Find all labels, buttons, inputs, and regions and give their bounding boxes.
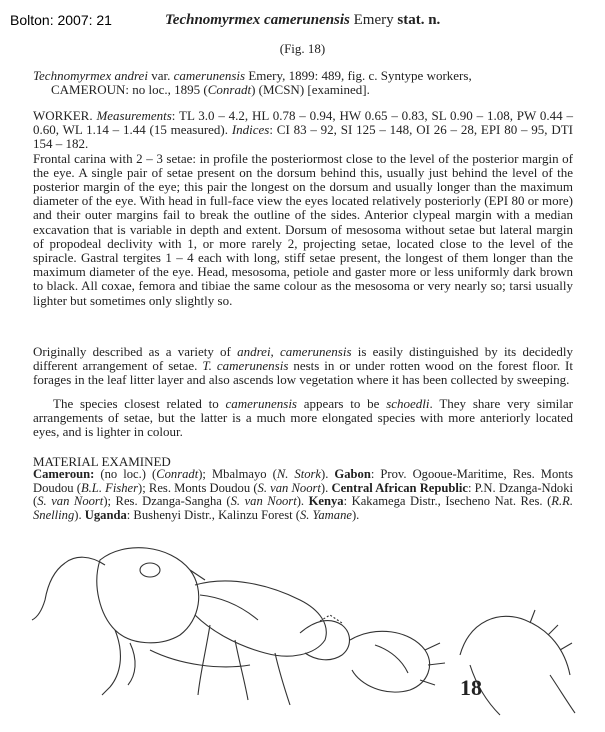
- variety-name: camerunensis: [173, 68, 246, 83]
- measurements-label: Measurements: [96, 108, 172, 123]
- authority: Emery: [353, 12, 394, 28]
- indices-text: : CI 83 – 92, SI 125 – 148, OI 26 – 28, EPI 80 – 95, DTI 154 – 182.: [33, 122, 573, 152]
- material-heading: MATERIAL EXAMINED: [33, 454, 171, 469]
- ant-leg: [198, 625, 210, 695]
- species-name: camerunensis: [264, 12, 350, 28]
- status-label: stat. n.: [397, 12, 441, 28]
- worker-description: [33, 109, 573, 308]
- indices-label: Indices: [231, 122, 270, 138]
- material-examined: MATERIAL EXAMINED Cameroun: (no loc.) (Conradt); Mbalmayo (N. Stork). Gabon: Prov. Ogooue-Maritime, Res. Monts Doudou (B.L. Fisher); Res. Monts Doudou (S. van Noort). Central African Republic: P.N. Dzanga-Ndoki (S. van Noort); Res. Dzanga-Sangha (S. van Noort). Kenya: Kakamega Distr., Isecheno Nat. Res. (R.R. Snelling). Uganda: Bushenyi Distr., Kalinzu Forest (S. Yamane).: [33, 454, 574, 522]
- ant-eye: [140, 563, 160, 577]
- species-title: [165, 12, 440, 29]
- remarks-paragraph-1: Originally described as a variety of andrei, camerunensis is easily distinguished by its decidedly different arrangement of setae. T. camerunensis nests in or under rotten wood on the forest floor. It forages in the leaf litter layer and also ascends low vegetation where it has been collected by sweeping.: [33, 344, 573, 388]
- figure-reference: (Fig. 18): [279, 41, 326, 56]
- measurements-text: : TL 3.0 – 4.2, HL 0.78 – 0.94, HW 0.65 – 0.83, SL 0.90 – 1.08, PW 0.44 – 0.60, WL 1.14 – 1.44 (15 measured).: [33, 108, 574, 138]
- ant-mesosoma: [195, 581, 326, 656]
- ant-second-specimen: [460, 616, 570, 675]
- remarks-paragraph-2: The species closest related to camerunensis appears to be schoedli. They share very similar arrangements of setae, but the latter is a much more elongated species with more anteriorly located eyes, and is lighter in colour.: [33, 396, 574, 440]
- ant-gaster: [350, 631, 430, 692]
- synonym-name: Technomyrmex andrei: [33, 68, 148, 83]
- collector-name: Conradt: [207, 82, 252, 98]
- worker-description-text: Frontal carina with 2 – 3 setae: in profile the posteriormost close to the level of the posterior margin of the eye. A single pair of setae present on the dorsum behind this, usually just behind the level of the posterior margin of the eye; this pair the longest on the dorsum and usually longer than the maximum diameter of the eye. With head in full-face view the eyes located relatively posteriorly (EPI 80 or more) and their outer margins fail to break the outline of the sides. Anterior clypeal margin with a median excavation that is variable in depth and extent. Dorsum of mesosoma without setae but lateral margin of propodeal declivity with 1, or more rarely 2, projecting setae, located close to the level of the spiracle. Gastral tergites 1 – 4 each with long, stiff setae present, the longest of them longer than the maximum diameter of the eye. Head, mesosoma, petiole and gaster more or less uniformly dark brown to black. All coxae, femora and tibiae the same colour as the mesosoma or very nearly so; tarsi usually lighter but sometimes only slightly so.: [33, 150, 573, 308]
- ant-antenna: [32, 557, 105, 620]
- ant-head: [97, 548, 199, 643]
- genus-name: Technomyrmex: [165, 12, 261, 28]
- synonym-block: Technomyrmex andrei var. camerunensis Emery, 1899: 489, fig. c. Syntype workers, CAMEROUN: no loc., 1895 (Conradt) (MCSN) [examined].: [33, 68, 472, 98]
- citation-label: Bolton: 2007: 21: [10, 12, 112, 28]
- ant-profile-drawing: [30, 525, 590, 725]
- figure-number: 18: [460, 675, 482, 700]
- worker-heading: WORKER.: [33, 108, 93, 123]
- page-header: [0, 12, 605, 36]
